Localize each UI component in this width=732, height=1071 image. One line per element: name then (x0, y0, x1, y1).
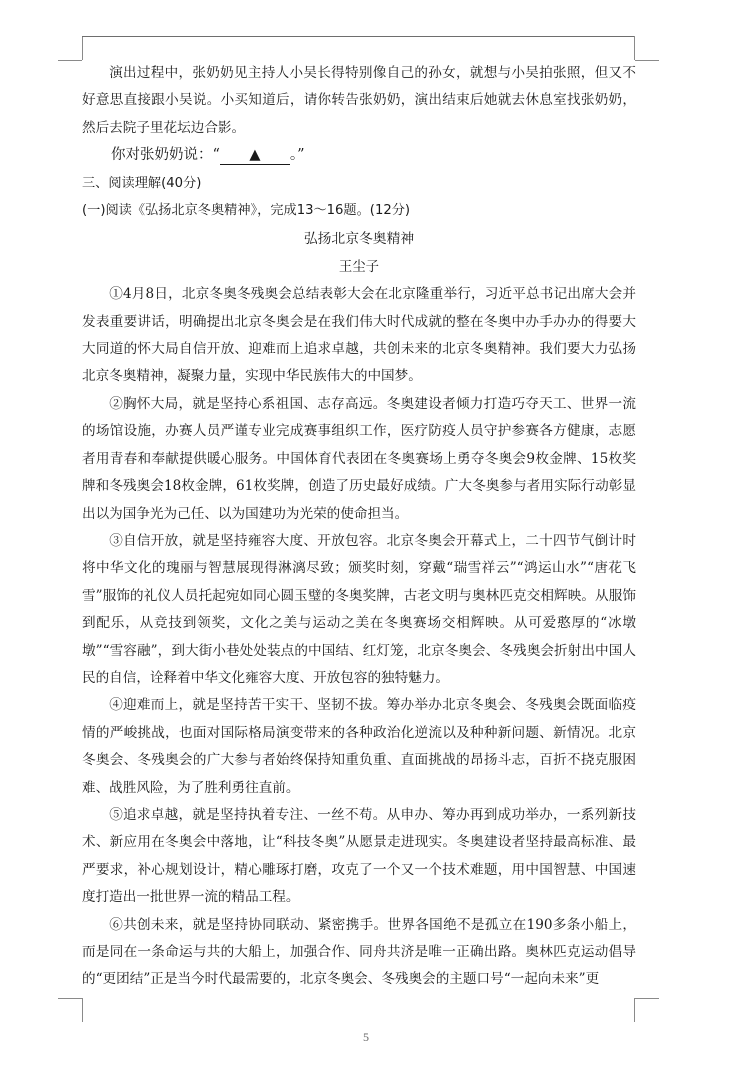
answer-suffix: 。” (289, 147, 305, 164)
article-author: 王尘子 (338, 259, 380, 275)
article-paragraph-4: ④迎难而上，就是坚持苦干实干、坚韧不拔。筹办举办北京冬奥会、冬残奥会既面临疫情的严峻挑战，也面对国际格局演变带来的各种政治化逆流以及种种新问题、新情况。北京冬奥会、冬残奥会的广大参与者始终保持知重负重、直面挑战的昂扬斗志，百折不挠克服困难、战胜风险，为了胜利勇往直前。 (82, 697, 636, 796)
header-rule (82, 36, 634, 37)
article-paragraph-6: ⑥共创未来，就是坚持协同联动、紧密携手。世界各国绝不是孤立在190多条小船上，而是同在一条命运与共的大船上，加强合作、同舟共济是唯一正确出路。奥林匹克运动倡导的“更团结”正是当今时代最需要的，北京冬奥会、冬残奥会的主题口号“一起向未来”更 (82, 916, 636, 988)
triangle-marker-icon: ▲ (249, 147, 261, 164)
crop-mark-bottom-right-v (634, 998, 635, 1022)
crop-mark-top-right-v (634, 36, 635, 60)
document-page (82, 60, 636, 994)
intro-paragraph: 演出过程中，张奶奶见主持人小吴长得特别像自己的孙女，就想与小吴拍张照，但又不好意思直接跟小吴说。小买知道后，请你转告张奶奶，演出结束后她就去休息室找张奶奶，然后去院子里花坛边合影。 (82, 65, 636, 136)
article-paragraph-3: ③自信开放，就是坚持雍容大度、开放包容。北京冬奥会开幕式上，二十四节气倒计时将中华文化的瑰丽与智慧展现得淋漓尽致；颁奖时刻，穿戴“瑞雪祥云”“鸿运山水”“唐花飞雪”服饰的礼仪人员托起宛如同心圆玉璧的冬奥奖牌，古老文明与奥林匹克交相辉映。从服饰到配乐，从竞技到领奖，文化之美与运动之美在冬奥赛场交相辉映。从可爱憨厚的“冰墩墩”“雪容融”，到大街小巷处处装点的中国结、红灯笼，北京冬奥会、冬残奥会折射出中国人民的自信，诠释着中华文化雍容大度、开放包容的独特魅力。 (82, 532, 636, 686)
crop-mark-bottom-left-h (58, 998, 82, 999)
subsection-heading: (一)阅读《弘扬北京冬奥精神》，完成13～16题。(12分) (82, 203, 411, 219)
article-paragraph-1: ①4月8日，北京冬奥冬残奥会总结表彰大会在北京隆重举行，习近平总书记出席大会并发表重要讲话，明确提出北京冬奥会是在我们伟大时代成就的整在冬奥中办手办办的得要大大同道的怀大局自信开放、迎难而上追求卓越，共创未来的北京冬奥精神。我们要大力弘扬北京冬奥精神，凝聚力量，实现中华民族伟大的中国梦。 (82, 286, 636, 385)
crop-mark-top-left-h (58, 60, 82, 61)
article-paragraph-2: ②胸怀大局，就是坚持心系祖国、志存高远。冬奥建设者倾力打造巧夺天工、世界一流的场馆设施，办赛人员严谨专业完成赛事组织工作，医疗防疫人员守护参赛各方健康，志愿者用青春和奉献提供暖心服务。中国体育代表团在冬奥赛场上勇夺冬奥会9枚金牌、15枚奖牌和冬残奥会18枚金牌，61枚奖牌，创造了历史最好成绩。广大冬奥参与者用实际行动彰显出以为国争光为己任、以为国建功为光荣的使命担当。 (82, 395, 636, 522)
page-number: 5 (363, 1030, 369, 1044)
crop-mark-top-left-v (82, 36, 83, 60)
answer-blank (220, 147, 290, 165)
crop-mark-bottom-left-v (82, 998, 83, 1022)
crop-mark-top-right-h (635, 60, 659, 61)
section-heading: 三、阅读理解(40分) (82, 175, 202, 191)
answer-prefix: 你对张奶奶说：“ (111, 147, 220, 164)
article-title: 弘扬北京冬奥精神 (303, 231, 415, 248)
answer-line (82, 142, 636, 169)
crop-mark-bottom-right-h (635, 998, 659, 999)
article-paragraph-5: ⑤追求卓越，就是坚持执着专注、一丝不苟。从申办、筹办再到成功举办，一系列新技术、新应用在冬奥会中落地，让“科技冬奥”从愿景走进现实。冬奥建设者坚持最高标准、最严要求，补心规划设计，精心雕琢打磨，攻克了一个又一个技术难题，用中国智慧、中国速度打造出一批世界一流的精品工程。 (82, 806, 636, 906)
